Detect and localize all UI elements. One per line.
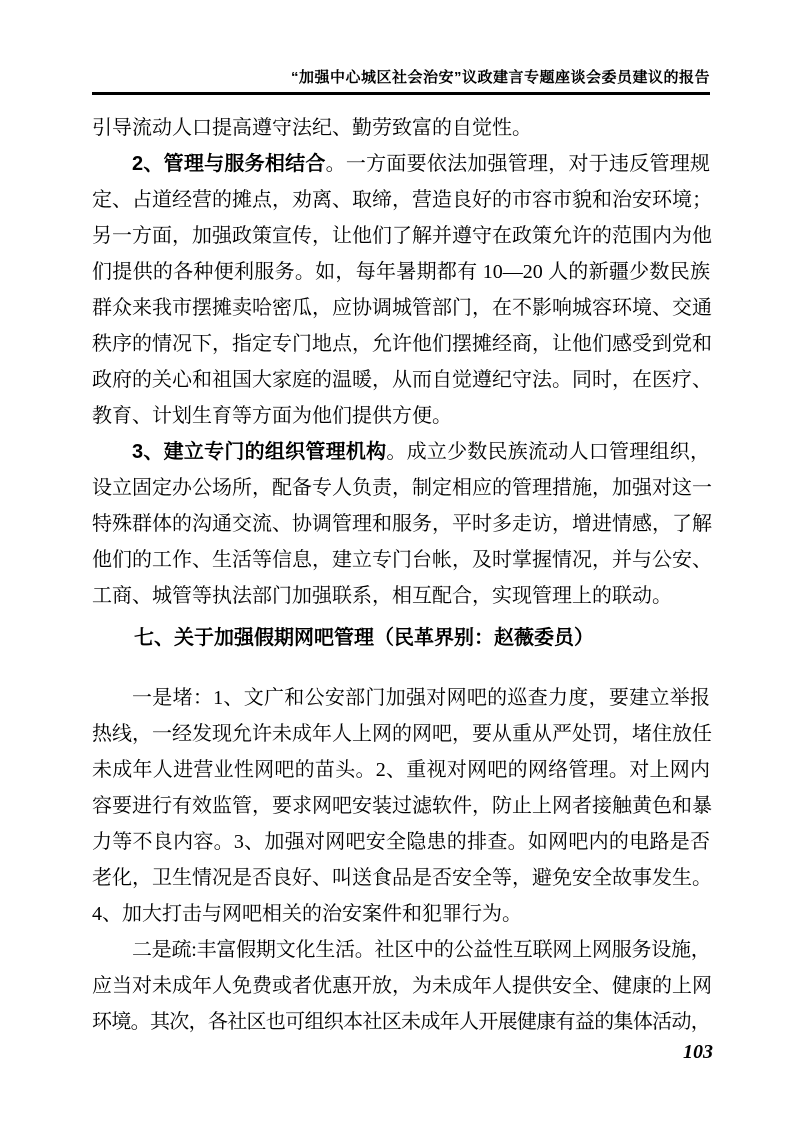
section-heading: 七、关于加强假期网吧管理（民革界别：赵薇委员） [134, 627, 594, 649]
page-header-title: “加强中心城区社会治安”议政建言专题座谈会委员建议的报告 [290, 69, 710, 86]
text-line: 热线，一经发现允许未成年人上网的网吧，要从重从严处罚，堵住放任 [92, 723, 712, 745]
paragraph [92, 680, 710, 932]
paragraph [92, 146, 710, 434]
text-line: 工商、城管等执法部门加强联系，相互配合，实现管理上的联动。 [92, 585, 672, 607]
text-line: 老化，卫生情况是否良好、叫送食品是否安全等，避免安全故事发生。 [92, 867, 712, 889]
text-line-rest: 。一方面要依法加强管理，对于违反管理规 [325, 153, 711, 175]
paragraph [92, 110, 710, 146]
text-line: 未成年人进营业性网吧的苗头。2、重视对网吧的网络管理。对上网内 [92, 759, 710, 781]
header-rule [92, 92, 710, 95]
page-number: 103 [683, 1041, 713, 1063]
text-line: 引导流动人口提高遵守法纪、勤劳致富的自觉性。 [92, 117, 532, 139]
text-line: 政府的关心和祖国大家庭的温暖，从而自觉遵纪守法。同时，在医疗、 [92, 369, 712, 391]
text-line: 教育、计划生育等方面为他们提供方便。 [92, 405, 452, 427]
paragraph-lead-bold: 3、建立专门的组织管理机构 [132, 441, 387, 463]
paragraph [92, 434, 710, 614]
text-line [92, 146, 710, 182]
paragraph [92, 932, 710, 1040]
text-line: 他们的工作、生活等信息，建立专门台帐，及时掌握情况，并与公安、 [92, 549, 712, 571]
paragraph-lead-bold: 2、管理与服务相结合 [132, 153, 326, 175]
text-line: 4、加大打击与网吧相关的治安案件和犯罪行为。 [92, 903, 522, 925]
text-line: 力等不良内容。3、加强对网吧安全隐患的排查。如网吧内的电路是否 [92, 831, 710, 853]
text-line: 们提供的各种便利服务。如，每年暑期都有 10—20 人的新疆少数民族 [92, 261, 710, 283]
text-line: 定、占道经营的摊点，劝离、取缔，营造良好的市容市貌和治安环境； [92, 189, 712, 211]
text-line: 设立固定办公场所，配备专人负责，制定相应的管理措施，加强对这一 [92, 477, 712, 499]
text-line [92, 434, 710, 470]
text-line-rest: 。成立少数民族流动人口管理组织， [386, 441, 711, 463]
text-line: 应当对未成年人免费或者优惠开放，为未成年人提供安全、健康的上网 [92, 975, 712, 997]
document-body [92, 110, 710, 1040]
text-line: 容要进行有效监管，要求网吧安装过滤软件，防止上网者接触黄色和暴 [92, 795, 712, 817]
text-line: 特殊群体的沟通交流、协调管理和服务，平时多走访，增进情感，了解 [92, 513, 712, 535]
text-line: 二是疏:丰富假期文化生活。社区中的公益性互联网上网服务设施， [132, 939, 710, 961]
text-line: 一是堵：1、文广和公安部门加强对网吧的巡查力度，要建立举报 [132, 687, 710, 709]
text-line: 秩序的情况下，指定专门地点，允许他们摆摊经商，让他们感受到党和 [92, 333, 712, 355]
text-line: 另一方面，加强政策宣传，让他们了解并遵守在政策允许的范围内为他 [92, 225, 712, 247]
text-line: 群众来我市摆摊卖哈密瓜，应协调城管部门，在不影响城容环境、交通 [92, 297, 712, 319]
text-line: 环境。其次，各社区也可组织本社区未成年人开展健康有益的集体活动， [92, 1011, 710, 1033]
